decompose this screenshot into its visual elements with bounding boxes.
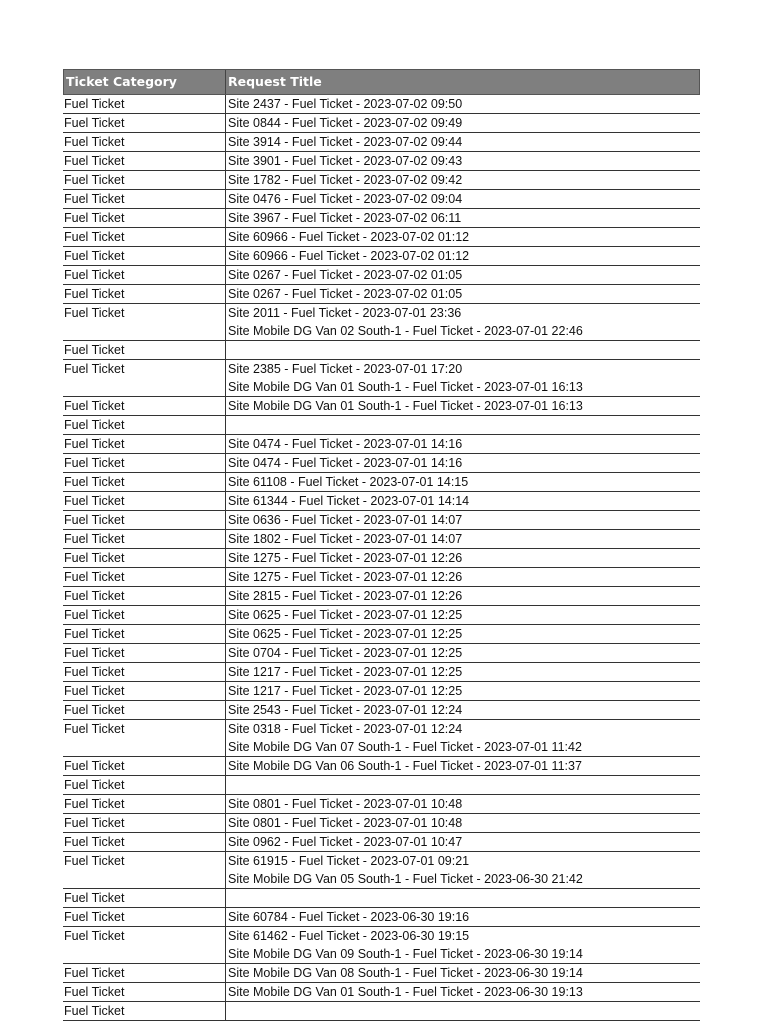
table-row [63, 757, 700, 776]
request-title-text: Site 1802 - Fuel Ticket - 2023-07-01 14:07 [228, 532, 463, 546]
table-row [63, 190, 700, 209]
ticket-category-cell: Fuel Ticket [63, 454, 226, 472]
ticket-category-cell: Fuel Ticket [63, 171, 226, 189]
ticket-category-cell: Fuel Ticket [63, 663, 226, 681]
overflow-title-text: Site Mobile DG Van 01 South-1 - Fuel Ticket - 2023-06-30 19:13 [228, 985, 583, 999]
request-title-cell [226, 247, 700, 265]
request-title-cell [226, 416, 700, 434]
request-title-cell [226, 587, 700, 605]
ticket-category-cell: Fuel Ticket [63, 133, 226, 151]
ticket-category-cell: Fuel Ticket [63, 814, 226, 832]
request-title-text: Site 2815 - Fuel Ticket - 2023-07-01 12:26 [228, 589, 463, 603]
request-title-text: Site 2543 - Fuel Ticket - 2023-07-01 12:24 [228, 703, 463, 717]
table-row [63, 889, 700, 908]
request-title-cell [226, 720, 700, 756]
request-title-text: Site 60784 - Fuel Ticket - 2023-06-30 19:16 [228, 910, 470, 924]
request-title-cell [226, 304, 700, 340]
request-title-cell [226, 776, 700, 794]
request-title-cell [226, 625, 700, 643]
table-row [63, 852, 700, 889]
table-row [63, 114, 700, 133]
request-title-text: Site 0636 - Fuel Ticket - 2023-07-01 14:07 [228, 513, 463, 527]
table-row [63, 511, 700, 530]
request-title-text: Site 0625 - Fuel Ticket - 2023-07-01 12:25 [228, 627, 463, 641]
request-title-cell [226, 964, 700, 982]
request-title-text: Site 0476 - Fuel Ticket - 2023-07-02 09:04 [228, 192, 463, 206]
ticket-category-cell: Fuel Ticket [63, 852, 226, 888]
ticket-category-cell: Fuel Ticket [63, 964, 226, 982]
overflow-title-text: Site Mobile DG Van 01 South-1 - Fuel Ticket - 2023-07-01 16:13 [228, 380, 583, 394]
request-title-cell [226, 644, 700, 662]
request-title-text: Site 1217 - Fuel Ticket - 2023-07-01 12:25 [228, 665, 463, 679]
ticket-category-cell: Fuel Ticket [63, 587, 226, 605]
request-title-text: Site 2437 - Fuel Ticket - 2023-07-02 09:50 [228, 97, 463, 111]
ticket-category-cell: Fuel Ticket [63, 549, 226, 567]
request-title-cell [226, 114, 700, 132]
table-row [63, 964, 700, 983]
request-title-text: Site 0474 - Fuel Ticket - 2023-07-01 14:16 [228, 437, 463, 451]
request-title-text: Site 2385 - Fuel Ticket - 2023-07-01 17:20 [228, 362, 463, 376]
ticket-category-cell: Fuel Ticket [63, 435, 226, 453]
request-title-text: Site 1275 - Fuel Ticket - 2023-07-01 12:26 [228, 551, 463, 565]
ticket-category-cell: Fuel Ticket [63, 1002, 226, 1020]
request-title-text: Site 1275 - Fuel Ticket - 2023-07-01 12:26 [228, 570, 463, 584]
table-row [63, 983, 700, 1002]
table-row [63, 304, 700, 341]
request-title-cell [226, 549, 700, 567]
ticket-category-cell: Fuel Ticket [63, 247, 226, 265]
ticket-category-cell: Fuel Ticket [63, 209, 226, 227]
request-title-text: Site 0704 - Fuel Ticket - 2023-07-01 12:25 [228, 646, 463, 660]
request-title-cell [226, 492, 700, 510]
table-row [63, 814, 700, 833]
table-row [63, 454, 700, 473]
table-row [63, 530, 700, 549]
table-row [63, 720, 700, 757]
request-title-text: Site 1217 - Fuel Ticket - 2023-07-01 12:25 [228, 684, 463, 698]
table-row [63, 1002, 700, 1021]
table-row [63, 606, 700, 625]
ticket-category-cell: Fuel Ticket [63, 228, 226, 246]
request-title-text: Site 61462 - Fuel Ticket - 2023-06-30 19:15 [228, 929, 470, 943]
request-title-text: Site 61108 - Fuel Ticket - 2023-07-01 14:15 [228, 475, 469, 489]
request-title-text: Site 0844 - Fuel Ticket - 2023-07-02 09:49 [228, 116, 463, 130]
request-title-cell [226, 1002, 700, 1020]
table-row [63, 587, 700, 606]
request-title-cell [226, 285, 700, 303]
request-title-cell [226, 852, 700, 888]
table-row [63, 266, 700, 285]
table-row [63, 833, 700, 852]
overflow-title-text: Site Mobile DG Van 01 South-1 - Fuel Ticket - 2023-07-01 16:13 [228, 399, 583, 413]
request-title-cell [226, 435, 700, 453]
ticket-category-cell: Fuel Ticket [63, 397, 226, 415]
ticket-category-cell: Fuel Ticket [63, 285, 226, 303]
request-title-cell [226, 606, 700, 624]
ticket-category-cell: Fuel Ticket [63, 701, 226, 719]
table-row [63, 701, 700, 720]
ticket-category-cell: Fuel Ticket [63, 795, 226, 813]
request-title-text: Site 3914 - Fuel Ticket - 2023-07-02 09:44 [228, 135, 463, 149]
ticket-category-cell: Fuel Ticket [63, 720, 226, 756]
ticket-category-cell: Fuel Ticket [63, 95, 226, 113]
request-title-cell [226, 927, 700, 963]
table-row [63, 285, 700, 304]
request-title-text: Site 0267 - Fuel Ticket - 2023-07-02 01:05 [228, 268, 463, 282]
table-row [63, 492, 700, 511]
header-ticket-category: Ticket Category [64, 70, 226, 94]
table-row [63, 397, 700, 416]
request-title-cell [226, 397, 700, 415]
request-title-text: Site 0801 - Fuel Ticket - 2023-07-01 10:48 [228, 797, 463, 811]
request-title-text: Site 0801 - Fuel Ticket - 2023-07-01 10:48 [228, 816, 463, 830]
table-row [63, 171, 700, 190]
request-title-cell [226, 701, 700, 719]
ticket-category-cell: Fuel Ticket [63, 304, 226, 340]
ticket-category-cell: Fuel Ticket [63, 473, 226, 491]
request-title-text: Site 0625 - Fuel Ticket - 2023-07-01 12:25 [228, 608, 463, 622]
ticket-category-cell: Fuel Ticket [63, 757, 226, 775]
overflow-title-text: Site Mobile DG Van 07 South-1 - Fuel Ticket - 2023-07-01 11:42 [228, 740, 582, 754]
request-title-cell [226, 908, 700, 926]
request-title-text: Site 3901 - Fuel Ticket - 2023-07-02 09:43 [228, 154, 463, 168]
ticket-category-cell: Fuel Ticket [63, 606, 226, 624]
request-title-text: Site 60966 - Fuel Ticket - 2023-07-02 01:12 [228, 230, 470, 244]
request-title-cell [226, 454, 700, 472]
ticket-category-cell: Fuel Ticket [63, 416, 226, 434]
table-row [63, 644, 700, 663]
request-title-cell [226, 530, 700, 548]
table-row [63, 152, 700, 171]
overflow-title-text: Site Mobile DG Van 08 South-1 - Fuel Ticket - 2023-06-30 19:14 [228, 966, 583, 980]
request-title-text: Site 0267 - Fuel Ticket - 2023-07-02 01:05 [228, 287, 463, 301]
table-row [63, 776, 700, 795]
overflow-title-text: Site Mobile DG Van 06 South-1 - Fuel Ticket - 2023-07-01 11:37 [228, 759, 582, 773]
request-title-text: Site 1782 - Fuel Ticket - 2023-07-02 09:42 [228, 173, 463, 187]
request-title-text: Site 0962 - Fuel Ticket - 2023-07-01 10:47 [228, 835, 463, 849]
ticket-category-cell: Fuel Ticket [63, 833, 226, 851]
table-row [63, 927, 700, 964]
request-title-cell [226, 228, 700, 246]
request-title-cell [226, 833, 700, 851]
table-row [63, 247, 700, 266]
request-title-cell [226, 511, 700, 529]
ticket-category-cell: Fuel Ticket [63, 360, 226, 396]
ticket-category-cell: Fuel Ticket [63, 908, 226, 926]
request-title-cell [226, 209, 700, 227]
request-title-cell [226, 889, 700, 907]
request-title-cell [226, 360, 700, 396]
ticket-category-cell: Fuel Ticket [63, 983, 226, 1001]
request-title-cell [226, 682, 700, 700]
ticket-category-cell: Fuel Ticket [63, 644, 226, 662]
request-title-cell [226, 95, 700, 113]
ticket-category-cell: Fuel Ticket [63, 776, 226, 794]
request-title-cell [226, 133, 700, 151]
ticket-category-cell: Fuel Ticket [63, 568, 226, 586]
ticket-category-cell: Fuel Ticket [63, 530, 226, 548]
table-row [63, 795, 700, 814]
request-title-text: Site 3967 - Fuel Ticket - 2023-07-02 06:11 [228, 211, 462, 225]
header-request-title: Request Title [228, 74, 322, 89]
table-row [63, 663, 700, 682]
request-title-cell [226, 190, 700, 208]
request-title-text: Site 0318 - Fuel Ticket - 2023-07-01 12:24 [228, 722, 463, 736]
request-title-cell [226, 983, 700, 1001]
table-row [63, 95, 700, 114]
ticket-category-cell: Fuel Ticket [63, 114, 226, 132]
request-title-cell [226, 663, 700, 681]
ticket-category-cell: Fuel Ticket [63, 625, 226, 643]
table-row [63, 549, 700, 568]
table-row [63, 625, 700, 644]
table-row [63, 682, 700, 701]
request-title-cell [226, 757, 700, 775]
ticket-category-cell: Fuel Ticket [63, 341, 226, 359]
table-row [63, 416, 700, 435]
request-title-cell [226, 568, 700, 586]
request-title-cell [226, 171, 700, 189]
request-title-text: Site 60966 - Fuel Ticket - 2023-07-02 01:12 [228, 249, 470, 263]
table-row [63, 473, 700, 492]
ticket-category-cell: Fuel Ticket [63, 152, 226, 170]
table-row [63, 133, 700, 152]
ticket-category-cell: Fuel Ticket [63, 492, 226, 510]
ticket-category-cell: Fuel Ticket [63, 927, 226, 963]
table-row [63, 228, 700, 247]
overflow-title-text: Site Mobile DG Van 05 South-1 - Fuel Ticket - 2023-06-30 21:42 [228, 872, 583, 886]
request-title-text: Site 2011 - Fuel Ticket - 2023-07-01 23:36 [228, 306, 462, 320]
ticket-category-cell: Fuel Ticket [63, 682, 226, 700]
request-title-cell [226, 152, 700, 170]
ticket-table [63, 69, 700, 1021]
ticket-category-cell: Fuel Ticket [63, 511, 226, 529]
table-row [63, 341, 700, 360]
ticket-category-cell: Fuel Ticket [63, 190, 226, 208]
ticket-category-cell: Fuel Ticket [63, 889, 226, 907]
table-row [63, 209, 700, 228]
request-title-cell [226, 795, 700, 813]
request-title-text: Site 61915 - Fuel Ticket - 2023-07-01 09:21 [228, 854, 470, 868]
request-title-cell [226, 341, 700, 359]
overflow-title-text: Site Mobile DG Van 09 South-1 - Fuel Ticket - 2023-06-30 19:14 [228, 947, 583, 961]
table-header [63, 69, 700, 95]
request-title-cell [226, 266, 700, 284]
table-row [63, 435, 700, 454]
request-title-text: Site 0474 - Fuel Ticket - 2023-07-01 14:16 [228, 456, 463, 470]
table-row [63, 568, 700, 587]
table-row [63, 908, 700, 927]
request-title-text: Site 61344 - Fuel Ticket - 2023-07-01 14:14 [228, 494, 470, 508]
overflow-title-text: Site Mobile DG Van 02 South-1 - Fuel Ticket - 2023-07-01 22:46 [228, 324, 583, 338]
table-row [63, 360, 700, 397]
table-body [63, 95, 700, 1021]
request-title-cell [226, 473, 700, 491]
request-title-cell [226, 814, 700, 832]
ticket-category-cell: Fuel Ticket [63, 266, 226, 284]
